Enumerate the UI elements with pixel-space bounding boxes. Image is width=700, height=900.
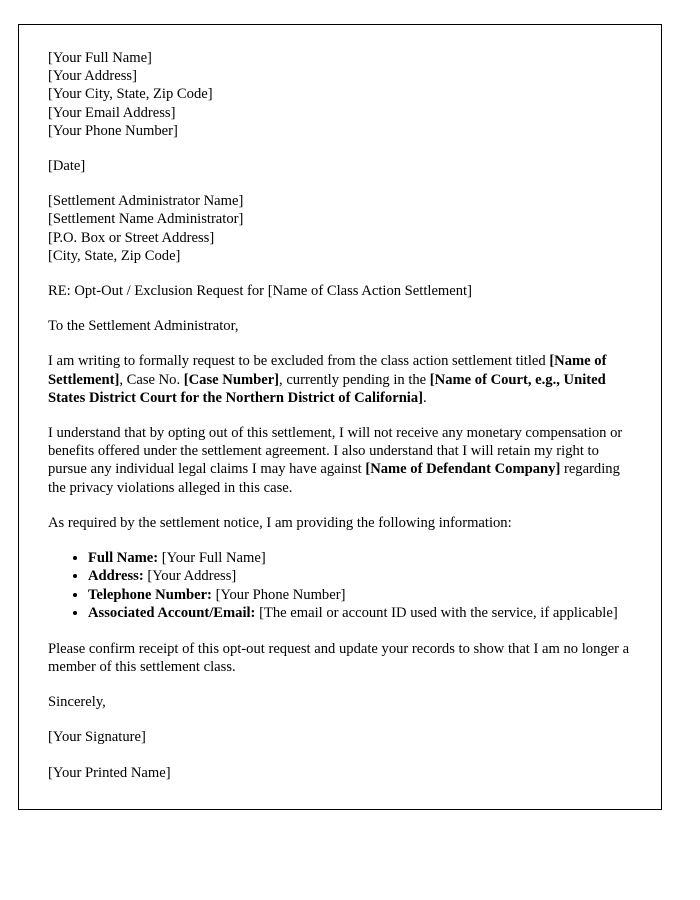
recipient-line-2: [Settlement Name Administrator] [48, 211, 244, 228]
para1-bold-case-number: [Case Number] [183, 371, 280, 388]
paragraph-confirmation-request: Please confirm receipt of this opt-out request and update your records to show that I am no longer a member of this settlement class. [48, 640, 630, 675]
para1-text-1: I am writing to formally request to be excluded from the class action settlement titled [48, 353, 550, 370]
para1-text-2: , Case No. [119, 371, 184, 388]
list-item [88, 586, 633, 604]
paragraph-exclusion-request [48, 352, 633, 407]
para1-bold-settlement-name: [Name of Settlement] [48, 353, 607, 388]
sender-address-block [48, 49, 633, 140]
recipient-line-4: [City, State, Zip Code] [48, 247, 181, 264]
recipient-line-3: [P.O. Box or Street Address] [48, 229, 215, 246]
list-item [88, 549, 633, 567]
list-item-value: [Your Full Name] [158, 550, 266, 567]
list-item [88, 604, 633, 622]
information-list [48, 549, 633, 623]
date-block [48, 157, 633, 175]
recipient-line-1: [Settlement Administrator Name] [48, 193, 244, 210]
closing-salutation: Sincerely, [48, 694, 106, 711]
sender-line-2: [Your Address] [48, 68, 137, 85]
signature-placeholder: [Your Signature] [48, 729, 146, 746]
para2-text-2: regarding the privacy violations alleged in this case. [48, 461, 620, 496]
list-item-label: Telephone Number: [88, 586, 212, 603]
para1-text-3: , currently pending in the [279, 371, 430, 388]
sender-line-5: [Your Phone Number] [48, 122, 178, 139]
list-item-value: [Your Address] [143, 568, 237, 585]
list-item-label: Associated Account/Email: [88, 605, 256, 622]
para2-bold-defendant: [Name of Defendant Company] [365, 461, 561, 478]
list-item-label: Address: [88, 568, 144, 585]
list-item-value: [Your Phone Number] [211, 586, 346, 603]
para1-bold-court-name: [Name of Court, e.g., United States District Court for the Northern District of California] [48, 371, 606, 406]
sender-line-4: [Your Email Address] [48, 104, 176, 121]
sender-line-1: [Your Full Name] [48, 50, 152, 66]
list-item-label: Full Name: [88, 550, 159, 567]
list-item-value: [The email or account ID used with the service, if applicable] [255, 605, 618, 622]
para2-text-1: I understand that by opting out of this settlement, I will not receive any monetary compensation or benefits offered under the settlement agreement. I also understand that I will retain my right to pursue any individual legal claims I may have against [48, 425, 623, 478]
paragraph-understanding [48, 424, 633, 497]
list-item [88, 567, 633, 585]
para1-text-4: . [423, 389, 427, 406]
paragraph-information-intro: As required by the settlement notice, I am providing the following information: [48, 514, 512, 531]
letter-body [48, 49, 633, 799]
printed-name-placeholder: [Your Printed Name] [48, 764, 171, 781]
sender-line-3: [Your City, State, Zip Code] [48, 86, 213, 103]
subject-line: RE: Opt-Out / Exclusion Request for [Name of Class Action Settlement] [48, 283, 472, 300]
date-line: [Date] [48, 158, 86, 175]
recipient-address-block [48, 192, 633, 265]
salutation: To the Settlement Administrator, [48, 318, 239, 335]
document-frame [18, 24, 662, 810]
